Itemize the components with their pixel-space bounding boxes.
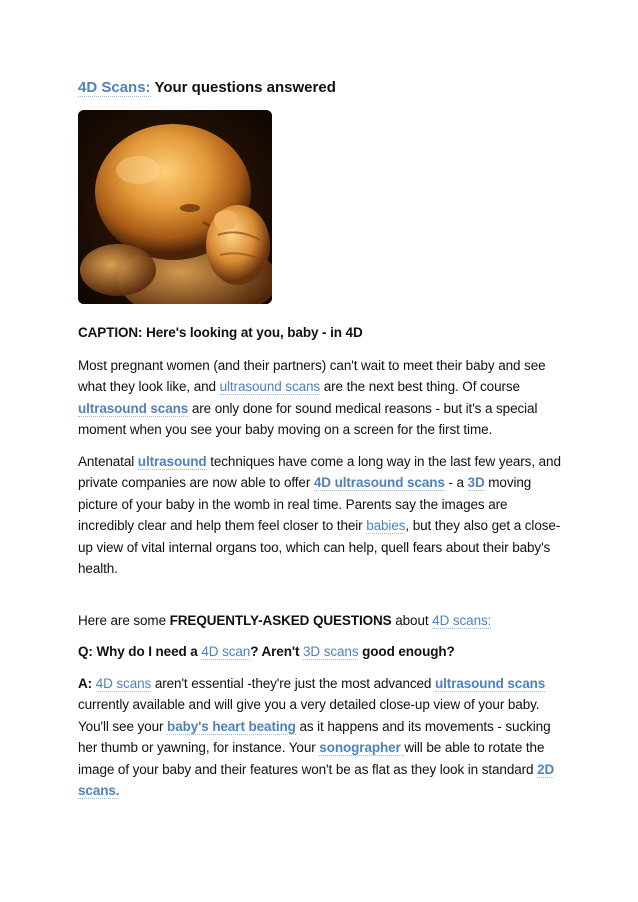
paragraph-intro (78, 355, 563, 441)
text: Here are some (78, 612, 170, 628)
link-babies[interactable]: babies (366, 518, 406, 533)
text: ? Aren't (250, 644, 303, 659)
link-ultrasound-scans[interactable]: ultrasound scans (219, 379, 321, 394)
text: as it happens and its movements - sucking her thumb or yawning, for instance. Your (78, 718, 551, 755)
link-3d-scans[interactable]: 3D scans (303, 644, 359, 659)
faq-heading-text: FREQUENTLY-ASKED QUESTIONS (169, 612, 392, 628)
faq-intro (78, 610, 563, 632)
link-4d-scans[interactable]: 4D scans (95, 675, 152, 691)
title-text: Your questions answered (150, 79, 336, 96)
faq-question (78, 641, 563, 663)
title-link-4d-scans[interactable]: 4D Scans: (78, 79, 151, 96)
article (78, 78, 563, 812)
link-babys-heart-beating[interactable]: baby's heart beating (167, 718, 296, 734)
link-sonographer[interactable]: sonographer (319, 740, 405, 755)
photo-caption: CAPTION: Here's looking at you, baby - in 4D (78, 325, 363, 340)
page-title (78, 78, 563, 98)
text: Q: Why do I need a (78, 644, 202, 659)
text: are the next best thing. Of course (320, 379, 520, 394)
text: Antenatal (78, 453, 138, 469)
text: about (391, 612, 433, 628)
text: techniques have come a long way in the last few years, and private companies are now able to offer (78, 453, 561, 490)
spacer (78, 590, 563, 610)
link-ultrasound[interactable]: ultrasound (137, 453, 207, 469)
text: Most pregnant women (and their partners) can't wait to meet their baby and see what they look like, and (78, 357, 546, 394)
paragraph-antenatal (78, 451, 563, 580)
text: - a (444, 475, 468, 490)
link-3d[interactable]: 3D (467, 475, 485, 490)
text: will be able to rotate the image of your baby and their features won't be as flat as they look in standard (78, 740, 545, 777)
link-ultrasound-scans[interactable]: ultrasound scans (78, 400, 189, 416)
faq-answer (78, 673, 563, 802)
answer-label: A: (78, 675, 93, 691)
text: aren't essential -they're just the most advanced (151, 675, 435, 691)
link-4d-scans[interactable]: 4D scans: (432, 612, 492, 628)
link-4d-ultrasound-scans[interactable]: 4D ultrasound scans (313, 475, 445, 490)
link-4d-scan[interactable]: 4D scan (201, 644, 251, 659)
text: , but they also get a close-up view of vital internal organs too, which can help, quell fears about their baby's health. (78, 518, 561, 576)
link-2d-scans[interactable]: 2D scans. (78, 761, 555, 798)
text: moving picture of your baby in the womb in real time. Parents say the images are incredibly clear and help them feel closer to their (78, 475, 532, 533)
fetus-illustration (78, 110, 272, 304)
text: are only done for sound medical reasons - but it's a special moment when you see your baby moving on a screen for the first time. (78, 400, 538, 437)
text: good enough? (358, 644, 455, 659)
link-ultrasound-scans[interactable]: ultrasound scans (435, 675, 546, 691)
fetus-4d-scan-photo (78, 110, 272, 304)
text: currently available and will give you a very detailed close-up view of your baby. You'll see your (78, 697, 540, 734)
